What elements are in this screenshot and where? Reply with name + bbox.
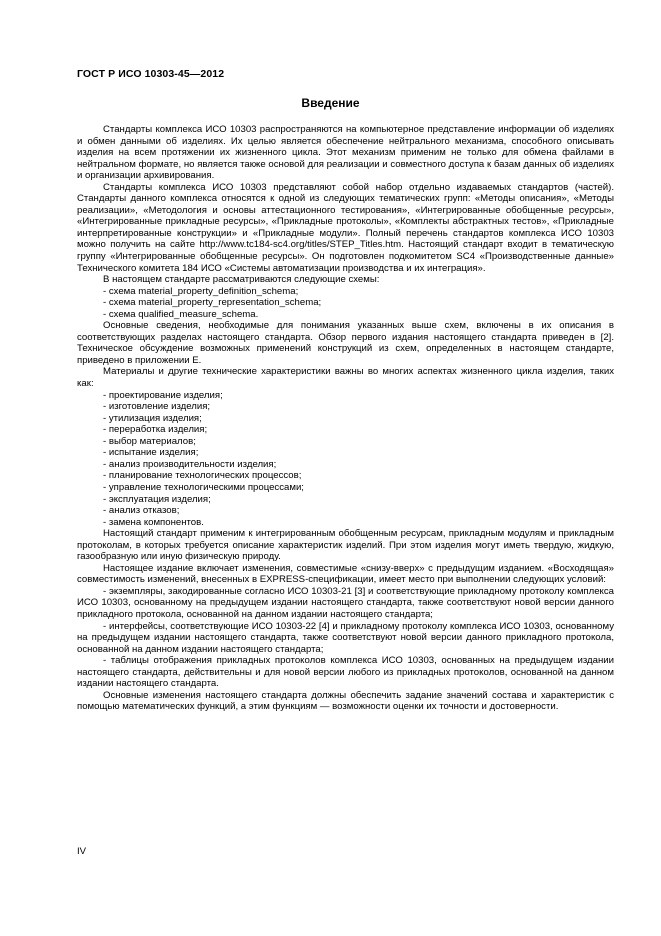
- list-item: - анализ производительности изделия;: [103, 458, 277, 470]
- paragraph-materials: Материалы и другие технические характеристики важны во многих аспектах жизненного цикла изделия, таких как:: [77, 366, 614, 390]
- schemas-list: [77, 286, 614, 321]
- list-item: - изготовление изделия;: [103, 401, 211, 413]
- paragraph-basic-info: Основные сведения, необходимые для понимания указанных выше схем, включены в их описания в соответствующих разделах настоящего стандарта. Обзор первого издания настоящего стандарта приведен в [2]. Техническое обсуждение возможных применений конструкций из схем, определенных в настоящем стандарте, приведено в приложении Е.: [77, 320, 614, 366]
- list-item: - схема material_property_definition_schema;: [103, 285, 299, 297]
- list-item: - переработка изделия;: [103, 424, 208, 436]
- list-item: - утилизация изделия;: [103, 412, 202, 424]
- list-item: - планирование технологических процессов;: [103, 470, 302, 482]
- paragraph-main-changes: Основные изменения настоящего стандарта должны обеспечить задание значений состава и характеристик с помощью математических функций, а этим функциям — возможности оценки их точности и достоверности.: [77, 689, 614, 713]
- paragraph-compatibility: Настоящее издание включает изменения, совместимые «снизу-вверх» с предыдущим изданием. «Восходящая» совместимость изменений, внесенных в EXPRESS-спецификации, имеет место при выполнении следующих условий:: [77, 562, 614, 586]
- list-item: - схема material_property_representation_schema;: [103, 297, 322, 309]
- aspects-list: [77, 390, 614, 529]
- list-item: - выбор материалов;: [103, 435, 196, 447]
- section-title: Введение: [301, 96, 360, 110]
- paragraph-schemas-intro: В настоящем стандарте рассматриваются следующие схемы:: [103, 274, 380, 286]
- list-item: - замена компонентов.: [103, 516, 204, 528]
- page-number: IV: [77, 846, 87, 857]
- list-item: - эксплуатация изделия;: [103, 493, 211, 505]
- paragraph-standards-set: Стандарты комплекса ИСО 10303 представляют собой набор отдельно издаваемых стандартов (частей). Стандарты данного комплекса относятся к одной из следующих тематических групп: «Методы описания», «Методы реализации», «Методология и основы аттестационного тестирования», «Интегрированные обобщенные ресурсы», «Интегрированные прикладные ресурсы», «Прикладные протоколы», «Комплекты абстрактных тестов», «Прикладные интерпретированные конструкции» и «Прикладные модули». Полный перечень стандартов комплекса ИСО 10303 можно получить на сайте http://www.tc184-sc4.org/titles/STEP_Titles.htm. Настоящий стандарт входит в тематическую группу «Интегрированные обобщенные ресурсы». Он подготовлен подкомитетом SC4 «Производственные данные» Технического комитета 184 ИСО «Системы автоматизации производства и их интеграция».: [77, 181, 614, 274]
- document-body: [77, 124, 614, 713]
- document-header: ГОСТ Р ИСО 10303-45—2012: [77, 68, 225, 80]
- list-item: - схема qualified_measure_schema.: [103, 308, 259, 320]
- paragraph-applicability: Настоящий стандарт применим к интегрированным обобщенным ресурсам, прикладным модулям и прикладным протоколам, в которых требуется описание характеристик изделий. При этом изделия могут иметь твердую, жидкую, газообразную или иную физическую природу.: [77, 528, 614, 563]
- paragraph-condition-instances: - экземпляры, закодированные согласно ИСО 10303-21 [3] и соответствующие прикладному протоколу комплекса ИСО 10303, основанному на предыдущем издании настоящего стандарта, также соответствуют новой версии данного прикладного протокола, основанной на данном издании настоящего стандарта;: [77, 585, 614, 620]
- list-item: - испытание изделия;: [103, 447, 199, 459]
- paragraph-condition-mapping: - таблицы отображения прикладных протоколов комплекса ИСО 10303, основанных на предыдущем издании настоящего стандарта, действительны и для новой версии любого из прикладных протоколов, основанной на данном издании настоящего стандарта.: [77, 655, 614, 690]
- list-item: - управление технологическими процессами;: [103, 481, 304, 493]
- list-item: - анализ отказов;: [103, 505, 180, 517]
- paragraph-intro: Стандарты комплекса ИСО 10303 распространяются на компьютерное представление информации об изделиях и обмен данными об изделиях. Их целью является обеспечение нейтрального механизма, способного описывать изделия на всем протяжении их жизненного цикла. Этот механизм применим не только для обмена файлами в нейтральном формате, но является также основой для реализации и совместного доступа к базам данных об изделиях и организации архивирования.: [77, 124, 614, 182]
- list-item: - проектирование изделия;: [103, 389, 223, 401]
- paragraph-condition-interfaces: - интерфейсы, соответствующие ИСО 10303-22 [4] и прикладному протоколу комплекса ИСО 10303, основанному на предыдущем издании настоящего стандарта, также соответствуют новой версии данного прикладного протокола, основанной на данном издании настоящего стандарта;: [77, 620, 614, 655]
